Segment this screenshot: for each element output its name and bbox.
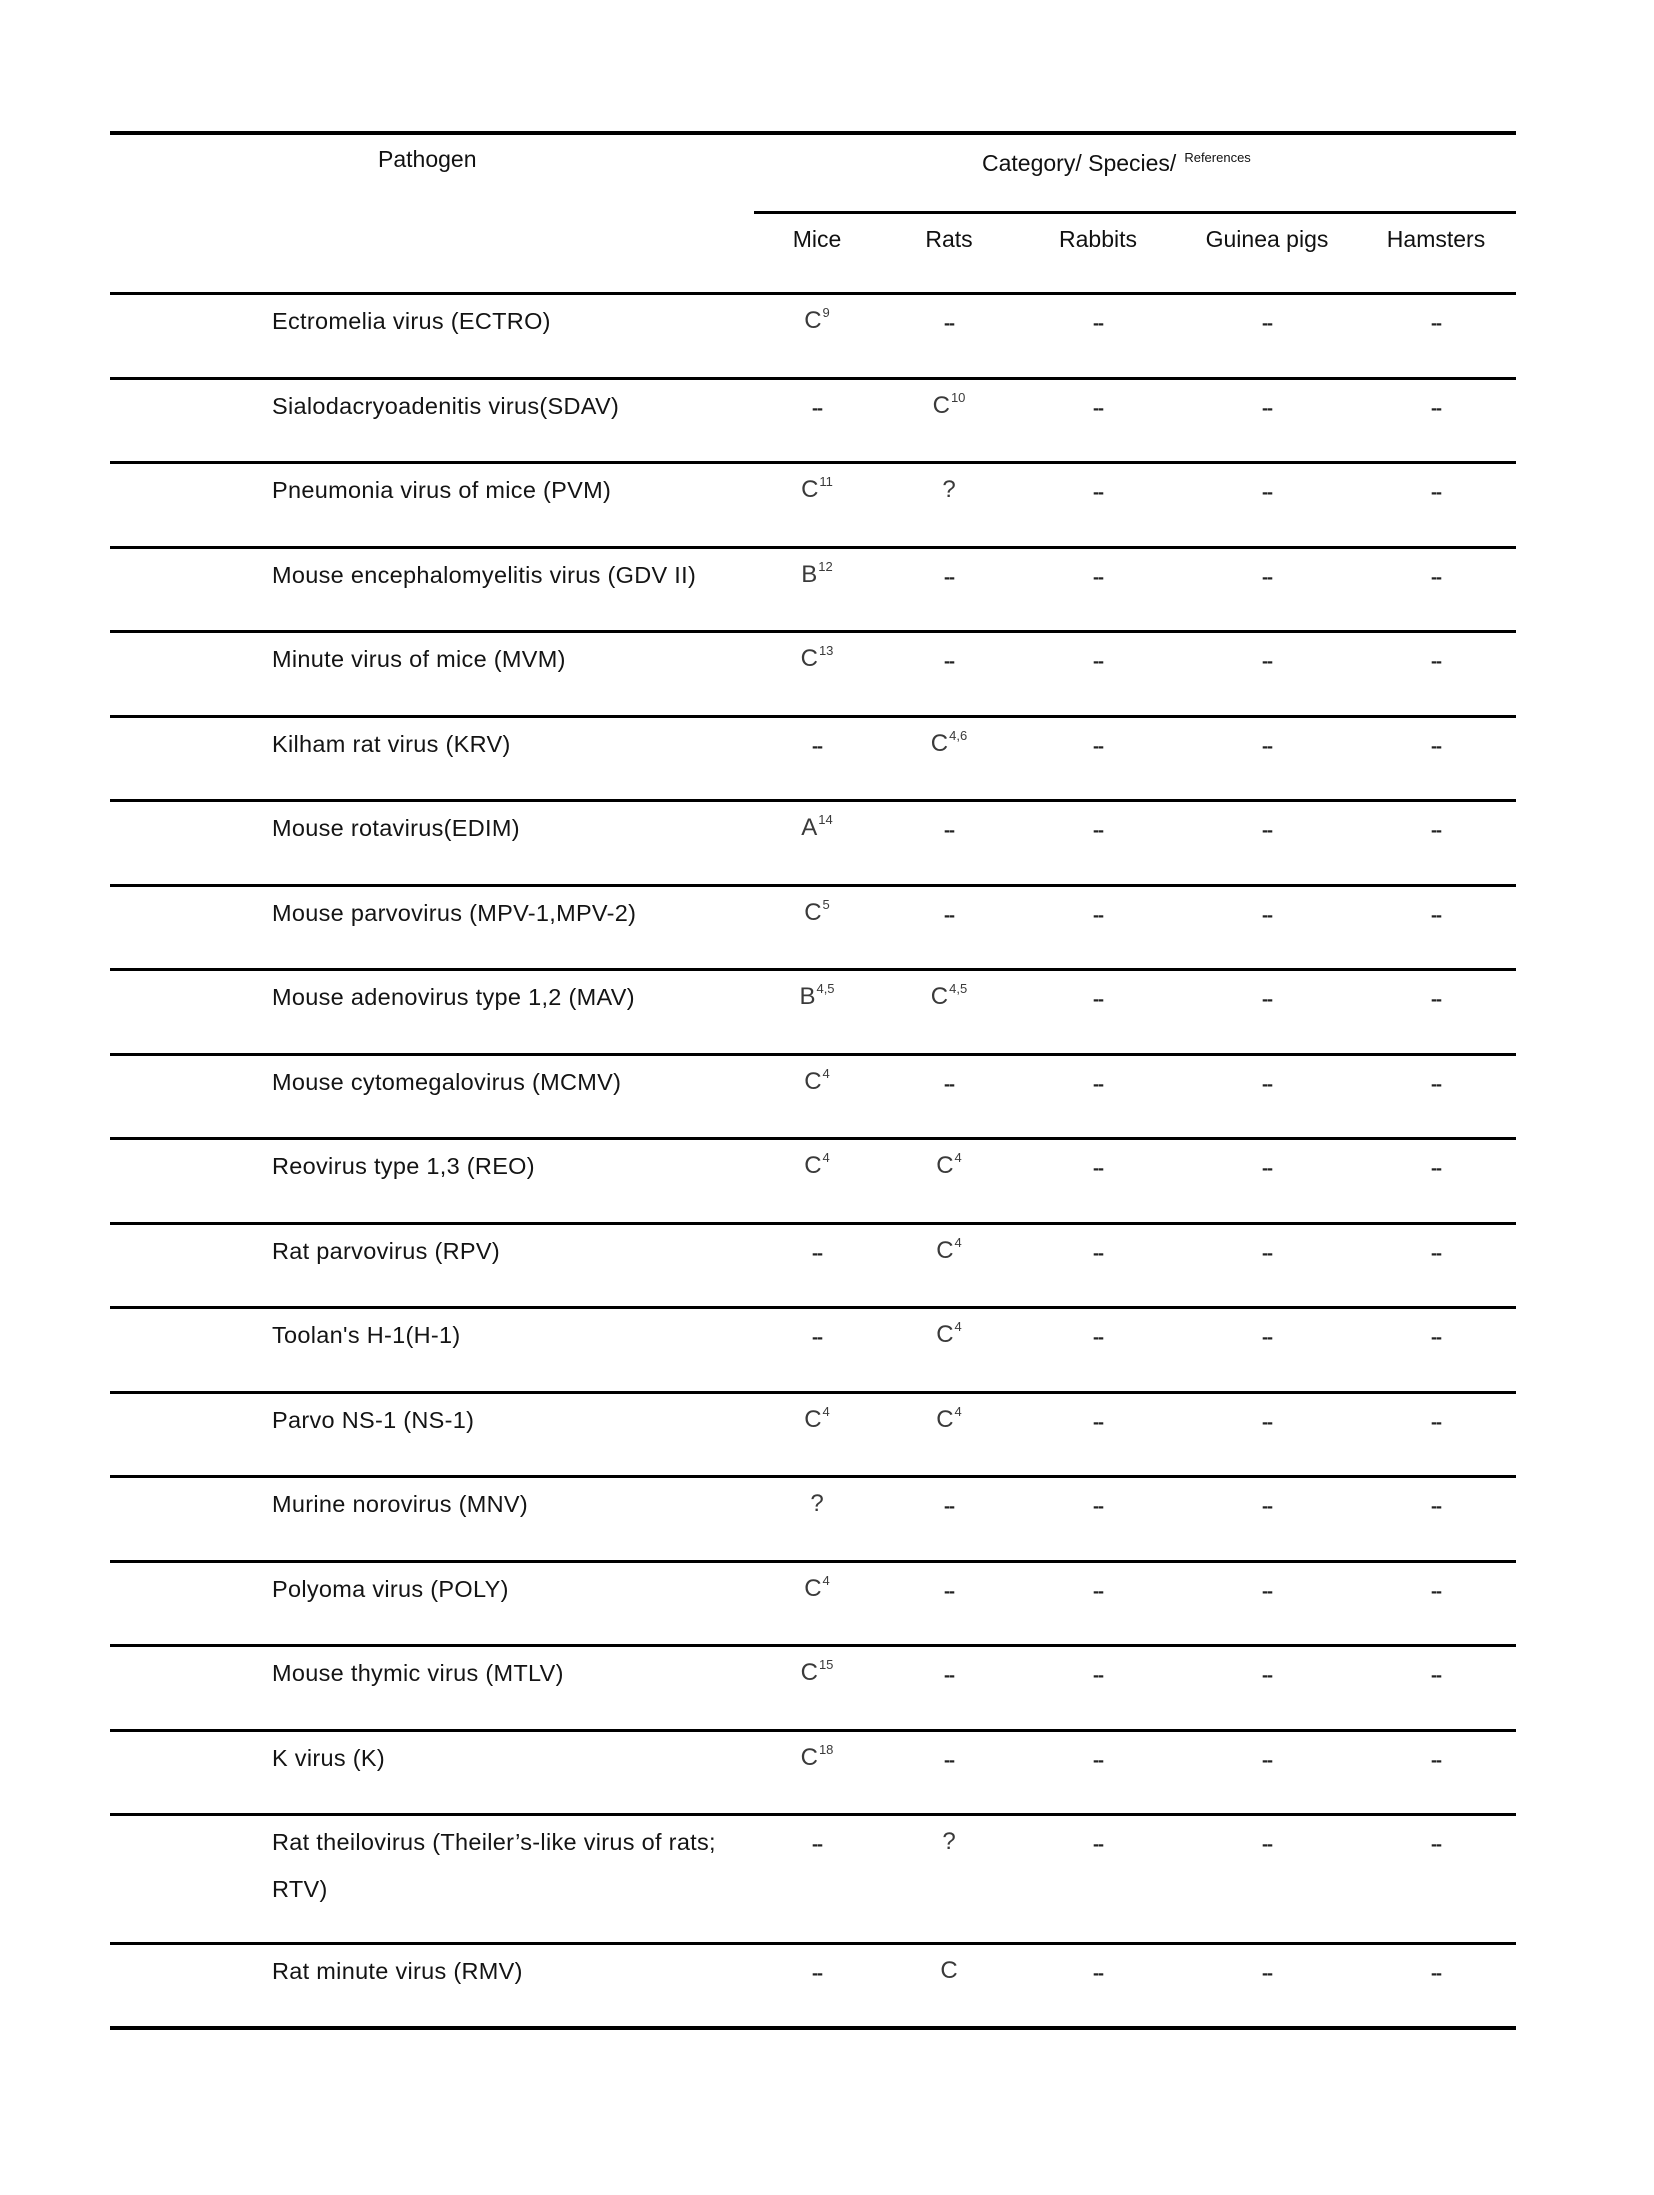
cell-rats: [880, 308, 1018, 338]
pathogen-name: Murine norovirus (MNV): [272, 1491, 529, 1517]
cell-rats: [880, 1660, 1018, 1690]
cell-rabbits: [1018, 1660, 1178, 1690]
reference-superscript: 4,5: [949, 981, 968, 996]
species-header-mice: Mice: [792, 226, 842, 252]
category-value: --: [1093, 1665, 1103, 1685]
cell-hamsters: [1356, 1238, 1516, 1268]
category-value: --: [1431, 1665, 1441, 1685]
cell-rats: [880, 1320, 1018, 1350]
table-row: [0, 1055, 1654, 1140]
category-value: --: [1431, 566, 1441, 587]
pathogen-name: Rat parvovirus (RPV): [272, 1237, 500, 1264]
reference-superscript: 4: [954, 1403, 962, 1419]
category-value: --: [1262, 313, 1272, 333]
table-row: [0, 632, 1654, 717]
cell-guinea-pigs: [1178, 1829, 1356, 1859]
cell-hamsters: [1356, 393, 1516, 423]
cell-guinea-pigs: [1178, 393, 1356, 423]
category-value: C: [804, 1152, 822, 1179]
reference-superscript: 4: [822, 1065, 830, 1081]
cell-hamsters: [1356, 477, 1516, 507]
cell-guinea-pigs: [1178, 477, 1356, 507]
category-value: C: [800, 1659, 818, 1686]
category-value: --: [1262, 1496, 1272, 1516]
category-value: C: [936, 1405, 954, 1433]
cell-guinea-pigs: [1178, 1958, 1356, 1988]
category-value: --: [1262, 1073, 1272, 1094]
category-value: --: [1431, 735, 1441, 756]
cell-rabbits: [1018, 646, 1178, 676]
category-value: --: [1431, 651, 1441, 671]
cell-mice: [754, 731, 880, 761]
pathogen-name: Pneumonia virus of mice (PVM): [272, 477, 612, 503]
category-value: C: [930, 983, 949, 1010]
species-header-hamsters: Hamsters: [1386, 226, 1486, 252]
cell-mice: [754, 813, 880, 843]
cell-hamsters: [1356, 562, 1516, 592]
table-row: [0, 294, 1654, 379]
cell-rats: [880, 1491, 1018, 1521]
category-value: A: [801, 814, 818, 841]
reference-superscript: 5: [822, 896, 830, 912]
reference-superscript: 14: [818, 812, 833, 827]
category-value: --: [1093, 735, 1103, 756]
cell-rats: [880, 1827, 1018, 1857]
category-column-header: [982, 144, 1251, 177]
category-value: --: [944, 1580, 954, 1601]
cell-guinea-pigs: [1178, 1491, 1356, 1521]
species-header-rule: [754, 211, 1516, 214]
cell-guinea-pigs: [1178, 646, 1356, 676]
pathogen-name: Ectromelia virus (ECTRO): [272, 308, 551, 334]
category-value: --: [1431, 1962, 1441, 1983]
category-value: --: [1431, 482, 1441, 502]
reference-superscript: 4: [954, 1319, 962, 1334]
cell-hamsters: [1356, 1958, 1516, 1988]
references-superscript: References: [1184, 150, 1251, 165]
category-value: --: [1093, 1327, 1103, 1347]
cell-rabbits: [1018, 1491, 1178, 1521]
table-row: [0, 717, 1654, 802]
category-value: --: [1262, 735, 1272, 756]
table-row: [0, 801, 1654, 886]
pathogen-name: Minute virus of mice (MVM): [272, 646, 566, 672]
cell-rabbits: [1018, 984, 1178, 1014]
category-value: ?: [942, 476, 956, 503]
cell-guinea-pigs: [1178, 562, 1356, 592]
cell-mice: [754, 306, 880, 336]
category-value: C: [932, 391, 950, 419]
cell-hamsters: [1356, 1491, 1516, 1521]
cell-mice: [754, 982, 880, 1012]
category-value: C: [801, 476, 819, 503]
cell-rats: [880, 391, 1018, 421]
category-value: --: [1262, 1580, 1272, 1601]
cell-mice: [754, 393, 880, 423]
cell-guinea-pigs: [1178, 1153, 1356, 1183]
category-value: ?: [942, 1828, 956, 1855]
category-value: --: [1093, 820, 1103, 840]
table-row: [0, 1944, 1654, 2029]
pathogen-name: Mouse encephalomyelitis virus (GDV II): [272, 561, 697, 588]
cell-hamsters: [1356, 1745, 1516, 1775]
cell-mice: [754, 1743, 880, 1773]
pathogen-name: Rat minute virus (RMV): [272, 1957, 523, 1984]
pathogen-name: Parvo NS-1 (NS-1): [272, 1406, 475, 1433]
pathogen-name: Sialodacryoadenitis virus(SDAV): [272, 392, 620, 419]
pathogen-name: Mouse cytomegalovirus (MCMV): [272, 1068, 622, 1095]
cell-mice: [754, 1658, 880, 1688]
category-value: --: [1431, 1242, 1441, 1263]
category-value: C: [804, 1405, 822, 1433]
category-value: B: [801, 560, 818, 588]
category-value: C: [936, 1236, 954, 1264]
pathogen-name: K virus (K): [272, 1744, 385, 1771]
cell-rabbits: [1018, 393, 1178, 423]
cell-hamsters: [1356, 984, 1516, 1014]
cell-mice: [754, 560, 880, 590]
cell-rats: [880, 1151, 1018, 1181]
pathogen-column-header: Pathogen: [378, 146, 477, 172]
cell-rabbits: [1018, 477, 1178, 507]
category-value: --: [1431, 1834, 1441, 1854]
category-value: C: [804, 898, 822, 926]
category-value: --: [812, 1242, 822, 1263]
category-value: C: [804, 1574, 822, 1602]
cell-guinea-pigs: [1178, 1576, 1356, 1606]
category-value: --: [1093, 482, 1103, 502]
cell-guinea-pigs: [1178, 731, 1356, 761]
cell-guinea-pigs: [1178, 1069, 1356, 1099]
cell-mice: [754, 1322, 880, 1352]
category-value: --: [1093, 1242, 1103, 1263]
category-value: --: [1431, 1411, 1441, 1432]
category-value: --: [1262, 1242, 1272, 1263]
category-value: --: [1093, 989, 1103, 1009]
cell-guinea-pigs: [1178, 1407, 1356, 1437]
category-value: --: [1093, 1411, 1103, 1432]
category-value: C: [930, 729, 949, 757]
cell-hamsters: [1356, 1407, 1516, 1437]
cell-mice: [754, 1574, 880, 1604]
cell-mice: [754, 475, 880, 505]
reference-superscript: 9: [822, 305, 830, 320]
category-value: --: [1093, 397, 1103, 418]
cell-rabbits: [1018, 1576, 1178, 1606]
cell-rabbits: [1018, 1322, 1178, 1352]
cell-hamsters: [1356, 1153, 1516, 1183]
category-value: --: [944, 1073, 954, 1094]
reference-superscript: 4,6: [949, 727, 968, 743]
cell-rabbits: [1018, 900, 1178, 930]
category-value: --: [1262, 1665, 1272, 1685]
reference-superscript: 11: [819, 474, 833, 489]
category-value: C: [936, 1321, 954, 1348]
species-header-rabbits: Rabbits: [1059, 226, 1137, 252]
table-bottom-rule: [110, 2026, 1516, 2030]
table-row: [0, 1393, 1654, 1478]
reference-superscript: 10: [950, 389, 966, 405]
table-row: [0, 1308, 1654, 1393]
cell-mice: [754, 1067, 880, 1097]
cell-rats: [880, 562, 1018, 592]
cell-guinea-pigs: [1178, 1745, 1356, 1775]
category-value: --: [1093, 1749, 1103, 1770]
cell-hamsters: [1356, 1069, 1516, 1099]
category-value: --: [1262, 1962, 1272, 1983]
table-row: [0, 970, 1654, 1055]
table-top-rule: [110, 131, 1516, 135]
cell-hamsters: [1356, 646, 1516, 676]
category-value: C: [804, 307, 822, 334]
table-row: [0, 379, 1654, 464]
category-value: --: [1262, 566, 1272, 587]
category-value: --: [812, 1834, 822, 1854]
category-value: C: [800, 1743, 818, 1771]
reference-superscript: 4: [954, 1234, 962, 1250]
cell-guinea-pigs: [1178, 900, 1356, 930]
category-value: --: [1262, 820, 1272, 840]
table-row: [0, 1646, 1654, 1731]
category-value: --: [944, 904, 954, 925]
cell-rabbits: [1018, 1829, 1178, 1859]
cell-hamsters: [1356, 1576, 1516, 1606]
category-value: --: [1431, 313, 1441, 333]
reference-superscript: 4: [954, 1150, 962, 1165]
table-row: [0, 548, 1654, 633]
pathogen-name: Rat theilovirus (Theiler’s-like virus of rats; RTV): [272, 1829, 716, 1902]
category-value: --: [1093, 566, 1103, 587]
category-value: --: [1431, 1158, 1441, 1178]
cell-mice: [754, 1489, 880, 1519]
category-value: C: [804, 1067, 822, 1095]
cell-rats: [880, 475, 1018, 505]
category-value: --: [1431, 1496, 1441, 1516]
category-value: --: [1262, 651, 1272, 671]
category-value: --: [944, 820, 954, 840]
cell-guinea-pigs: [1178, 984, 1356, 1014]
cell-rats: [880, 1956, 1018, 1986]
pathogen-name: Mouse parvovirus (MPV-1,MPV-2): [272, 899, 637, 926]
category-value: ?: [810, 1490, 824, 1517]
table-row: [0, 463, 1654, 548]
cell-mice: [754, 898, 880, 928]
cell-mice: [754, 1238, 880, 1268]
category-value: --: [812, 397, 822, 418]
category-value: C: [936, 1152, 954, 1179]
cell-hamsters: [1356, 1829, 1516, 1859]
cell-rabbits: [1018, 1238, 1178, 1268]
category-value: --: [944, 566, 954, 587]
reference-superscript: 15: [818, 1657, 834, 1672]
category-value: --: [944, 313, 954, 333]
cell-mice: [754, 644, 880, 674]
category-value: --: [1262, 1411, 1272, 1432]
category-value: --: [1093, 651, 1103, 671]
reference-superscript: 4: [822, 1150, 830, 1165]
cell-rats: [880, 1576, 1018, 1606]
cell-rabbits: [1018, 1153, 1178, 1183]
category-value: --: [944, 1496, 954, 1516]
reference-superscript: 12: [818, 558, 833, 574]
reference-superscript: 4: [822, 1403, 830, 1419]
cell-rats: [880, 1236, 1018, 1266]
pathogen-name: Mouse thymic virus (MTLV): [272, 1660, 564, 1686]
cell-rats: [880, 815, 1018, 845]
category-value: --: [812, 1962, 822, 1983]
cell-hamsters: [1356, 1322, 1516, 1352]
cell-mice: [754, 1405, 880, 1435]
category-value: --: [1262, 1327, 1272, 1347]
category-value: --: [1093, 1158, 1103, 1178]
cell-rabbits: [1018, 1745, 1178, 1775]
table-row: [0, 1731, 1654, 1816]
pathogen-name: Kilham rat virus (KRV): [272, 730, 511, 757]
category-value: --: [1093, 904, 1103, 925]
cell-rabbits: [1018, 1407, 1178, 1437]
table-row: [0, 1139, 1654, 1224]
category-value: --: [812, 735, 822, 756]
category-value: --: [944, 1665, 954, 1685]
cell-rats: [880, 1405, 1018, 1435]
cell-mice: [754, 1151, 880, 1181]
cell-rats: [880, 1069, 1018, 1099]
category-value: --: [1262, 1158, 1272, 1178]
pathogen-name: Polyoma virus (POLY): [272, 1575, 509, 1602]
pathogen-name: Mouse rotavirus(EDIM): [272, 815, 520, 841]
category-value: --: [1262, 397, 1272, 418]
pathogen-name: Toolan's H-1(H-1): [272, 1322, 461, 1348]
category-value: --: [1262, 482, 1272, 502]
category-value: C: [800, 645, 818, 672]
category-value: --: [1093, 313, 1103, 333]
category-value: --: [1093, 1580, 1103, 1601]
category-value: --: [1262, 1749, 1272, 1770]
table-row: [0, 1477, 1654, 1562]
category-value: --: [1093, 1834, 1103, 1854]
category-value: --: [1431, 1749, 1441, 1770]
reference-superscript: 4,5: [816, 981, 835, 996]
category-value: --: [944, 1749, 954, 1770]
category-value: --: [1262, 1834, 1272, 1854]
category-value: --: [812, 1327, 822, 1347]
cell-rabbits: [1018, 308, 1178, 338]
cell-hamsters: [1356, 900, 1516, 930]
cell-rabbits: [1018, 815, 1178, 845]
cell-rabbits: [1018, 731, 1178, 761]
table-row: [0, 1562, 1654, 1647]
table-row: [0, 1815, 1654, 1944]
category-value: --: [1093, 1962, 1103, 1983]
category-value: --: [1093, 1496, 1103, 1516]
category-header-label: Category/ Species/: [982, 150, 1177, 176]
cell-hamsters: [1356, 731, 1516, 761]
category-value: --: [1262, 904, 1272, 925]
cell-mice: [754, 1958, 880, 1988]
category-value: --: [1262, 989, 1272, 1009]
category-value: --: [1431, 1073, 1441, 1094]
category-value: --: [1431, 820, 1441, 840]
cell-hamsters: [1356, 308, 1516, 338]
cell-rabbits: [1018, 562, 1178, 592]
cell-rats: [880, 982, 1018, 1012]
category-value: --: [1431, 904, 1441, 925]
category-value: C: [940, 1956, 958, 1984]
cell-hamsters: [1356, 815, 1516, 845]
cell-rabbits: [1018, 1069, 1178, 1099]
table-row: [0, 1224, 1654, 1309]
category-value: --: [1093, 1073, 1103, 1094]
cell-rabbits: [1018, 1958, 1178, 1988]
cell-hamsters: [1356, 1660, 1516, 1690]
category-value: B: [799, 983, 816, 1010]
table-row: [0, 886, 1654, 971]
cell-rats: [880, 900, 1018, 930]
species-header-rats: Rats: [925, 226, 973, 252]
cell-rats: [880, 729, 1018, 759]
category-value: --: [1431, 1327, 1441, 1347]
pathogen-name: Mouse adenovirus type 1,2 (MAV): [272, 984, 635, 1010]
cell-guinea-pigs: [1178, 1238, 1356, 1268]
pathogen-name: Reovirus type 1,3 (REO): [272, 1153, 535, 1179]
category-value: --: [1431, 989, 1441, 1009]
cell-guinea-pigs: [1178, 1322, 1356, 1352]
reference-superscript: 13: [818, 643, 834, 658]
cell-guinea-pigs: [1178, 1660, 1356, 1690]
category-value: --: [1431, 397, 1441, 418]
reference-superscript: 18: [818, 1741, 834, 1757]
category-value: --: [944, 651, 954, 671]
species-header-guinea-pigs: Guinea pigs: [1205, 226, 1329, 252]
cell-rats: [880, 646, 1018, 676]
cell-rats: [880, 1745, 1018, 1775]
reference-superscript: 4: [822, 1572, 830, 1588]
cell-guinea-pigs: [1178, 308, 1356, 338]
cell-mice: [754, 1829, 880, 1859]
cell-guinea-pigs: [1178, 815, 1356, 845]
category-value: --: [1431, 1580, 1441, 1601]
